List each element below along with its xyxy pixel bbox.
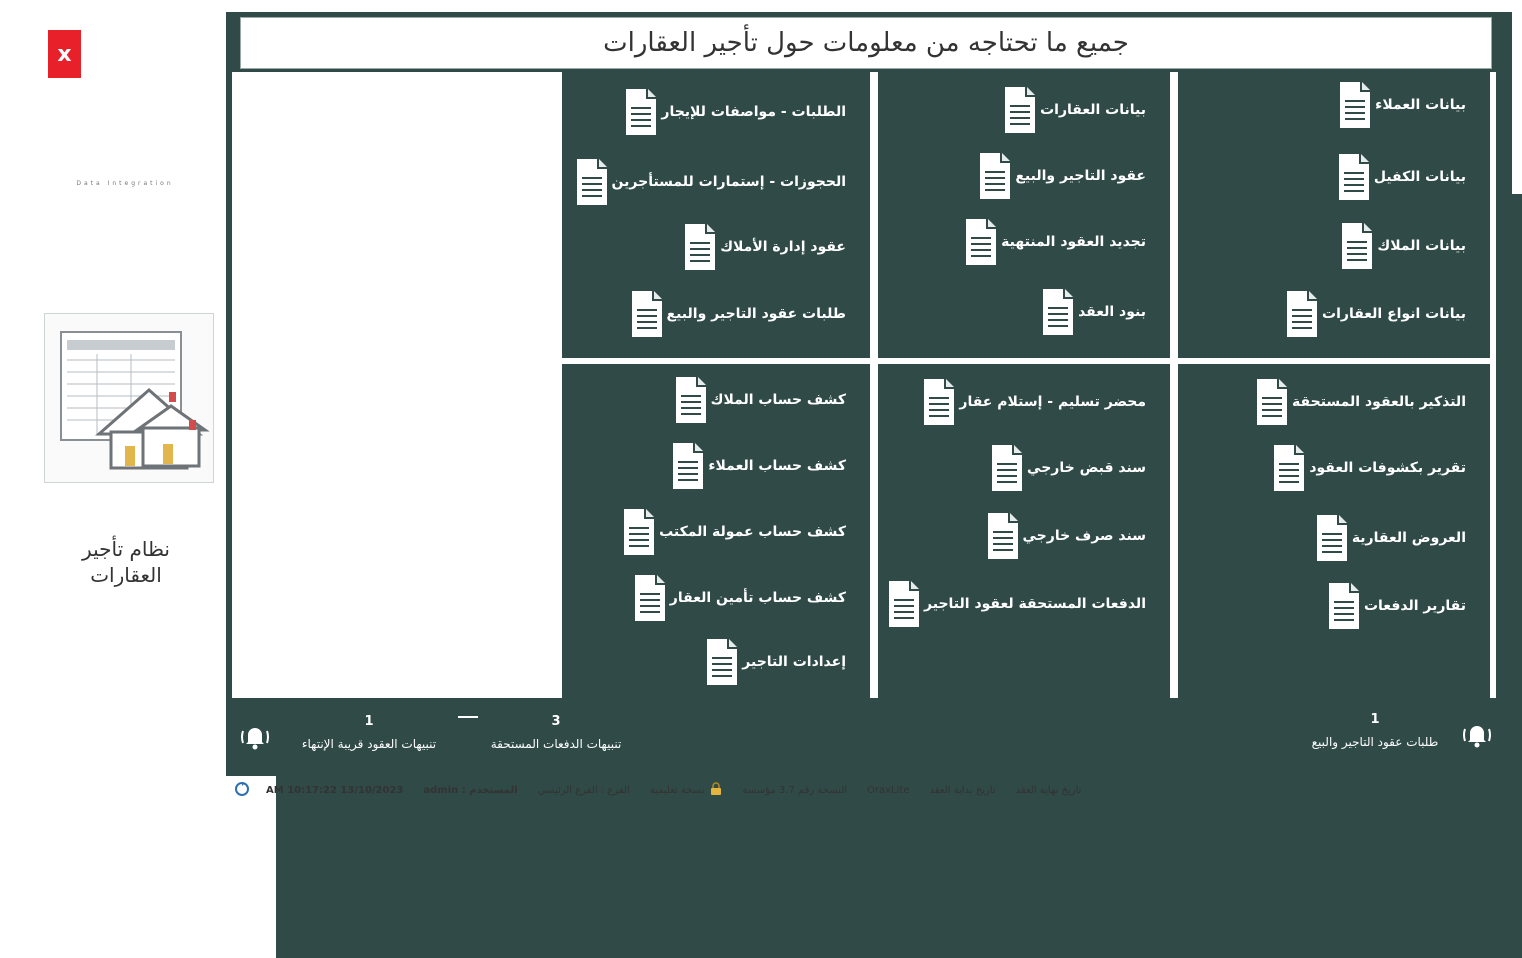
status-edition: نسخة تعليمية (649, 784, 705, 796)
panel-top-mid (878, 72, 1170, 358)
menu-item-label: سند قبض خارجي (1027, 460, 1146, 476)
menu-item-reservations[interactable] (572, 152, 862, 212)
menu-item-label: بيانات الملاك (1377, 238, 1466, 254)
status-datetime: 13/10/2023 10:17:22 AM (266, 784, 404, 796)
document-icon (1334, 151, 1374, 203)
panel-top-left (562, 72, 870, 358)
menu-item-offers[interactable] (1312, 508, 1482, 568)
document-icon (1324, 580, 1364, 632)
document-icon (987, 442, 1027, 494)
menu-item-owners[interactable] (1337, 216, 1482, 276)
menu-item-label: العروض العقارية (1351, 530, 1466, 546)
document-icon (1252, 376, 1292, 428)
lock-icon (709, 782, 723, 799)
notification-label: تنبيهات الدفعات المستحقة (490, 737, 622, 751)
menu-item-commission-statement[interactable] (619, 502, 862, 562)
document-icon (1282, 288, 1322, 340)
menu-item-contract-terms[interactable] (1038, 282, 1162, 342)
document-icon (1335, 79, 1375, 131)
menu-item-label: بيانات انواع العقارات (1322, 306, 1466, 322)
main-panel (226, 12, 1512, 776)
menu-item-label: بيانات الكفيل (1373, 169, 1466, 185)
menu-item-clients-statement[interactable] (668, 436, 862, 496)
app-title: نظام تأجير العقارات (82, 537, 170, 587)
menu-item-requests[interactable] (621, 82, 862, 142)
document-icon (919, 376, 959, 428)
menu-item-due-reminder[interactable] (1252, 372, 1482, 432)
menu-item-payment-reports[interactable] (1324, 576, 1482, 636)
panel-bottom-right (1178, 364, 1490, 698)
document-icon (1038, 286, 1078, 338)
document-icon (961, 216, 1001, 268)
notification-count: 3 (551, 714, 561, 729)
document-icon (1337, 220, 1377, 272)
notification-label: طلبات عقود التاجير والبيع (1311, 735, 1439, 749)
menu-item-contract-report[interactable] (1269, 438, 1482, 498)
panel-top-right (1178, 72, 1490, 358)
status-version: النسخة رقم 3.7 مؤسسة (742, 784, 848, 796)
menu-item-properties[interactable] (1000, 80, 1162, 140)
menu-item-label: كشف حساب عمولة المكتب (659, 524, 846, 540)
menu-item-label: كشف حساب الملاك (710, 392, 846, 408)
menu-item-label: بيانات العملاء (1375, 97, 1466, 113)
menu-item-contract-requests[interactable] (627, 284, 862, 344)
menu-item-label: بيانات العقارات (1040, 102, 1146, 118)
menu-item-property-types[interactable] (1282, 284, 1482, 344)
notification-due-payments[interactable] (476, 714, 636, 751)
menu-item-label: كشف حساب تأمين العقار (669, 590, 846, 606)
menu-item-label: عقود إدارة الأملاك (720, 239, 846, 255)
notification-contract-requests[interactable] (1290, 712, 1460, 749)
status-user: المستخدم : admin (423, 784, 518, 796)
notification-expiring-contracts[interactable] (284, 714, 454, 751)
menu-item-label: الدفعات المستحقة لعقود التاجير (924, 596, 1146, 612)
document-icon (1312, 512, 1352, 564)
divider (458, 716, 478, 718)
document-icon (975, 150, 1015, 202)
menu-item-label: تجديد العقود المنتهية (1001, 234, 1146, 250)
menu-item-label: محضر تسليم - إستلام عقار (959, 394, 1146, 410)
menu-item-insurance-statement[interactable] (630, 568, 862, 628)
menu-item-label: الطلبات - مواصفات للإيجار (661, 104, 846, 120)
menu-item-due-payments[interactable] (884, 574, 1162, 634)
status-product: OraxLite (867, 784, 910, 796)
document-icon (627, 288, 667, 340)
menu-item-handover[interactable] (919, 372, 1162, 432)
menu-item-payment-voucher[interactable] (983, 506, 1162, 566)
document-icon (619, 506, 659, 558)
menu-item-guarantor[interactable] (1334, 147, 1482, 207)
menu-item-label: كشف حساب العملاء (708, 458, 846, 474)
document-icon (572, 156, 612, 208)
bell-icon[interactable] (1462, 720, 1492, 750)
menu-item-property-management[interactable] (680, 217, 862, 277)
menu-item-rent-settings[interactable] (702, 632, 862, 692)
menu-item-label: طلبات عقود التاجير والبيع (666, 306, 846, 322)
document-icon (668, 440, 708, 492)
notification-bar (226, 700, 1512, 772)
logo-tagline: Data Integration (76, 180, 174, 187)
document-icon (630, 572, 670, 624)
menu-item-owners-statement[interactable] (671, 370, 862, 430)
document-icon (702, 636, 742, 688)
menu-item-label: إعدادات التاجير (742, 654, 846, 670)
sidebar (0, 0, 228, 809)
menu-item-clients[interactable] (1335, 75, 1482, 135)
document-icon (680, 221, 720, 273)
notification-count: 1 (1370, 712, 1380, 727)
close-button[interactable] (48, 30, 81, 78)
menu-item-renew-contracts[interactable] (961, 212, 1162, 272)
menu-item-label: تقارير الدفعات (1363, 598, 1466, 614)
refresh-icon[interactable] (234, 781, 250, 800)
menu-item-label: بنود العقد (1078, 304, 1146, 320)
menu-item-receipt-voucher[interactable] (987, 438, 1162, 498)
menu-item-label: تقرير بكشوفات العقود (1309, 460, 1466, 476)
panel-bottom-left (562, 364, 870, 698)
notification-count: 1 (364, 714, 374, 729)
menu-item-label: التذكير بالعقود المستحقة (1292, 394, 1466, 410)
bell-icon[interactable] (240, 722, 270, 752)
page-title: جميع ما تحتاجه من معلومات حول تأجير العقارات (240, 17, 1492, 69)
document-icon (1269, 442, 1309, 494)
document-icon (983, 510, 1023, 562)
status-contract-end: تاريخ نهاية العقد (1015, 784, 1082, 796)
status-branch: الفرع : الفرع الرئيسي (537, 784, 630, 796)
app-image (44, 313, 214, 483)
status-bar (226, 778, 1512, 802)
document-icon (884, 578, 924, 630)
panel-bottom-mid (878, 364, 1170, 698)
menu-item-rent-sale-contracts[interactable] (975, 146, 1162, 206)
menu-item-label: الحجوزات - إستمارات للمستأجرين (611, 174, 846, 190)
brand-logo (50, 182, 200, 187)
document-icon (671, 374, 711, 426)
notification-label: تنبيهات العقود قريبة الإنتهاء (301, 737, 437, 751)
menu-item-label: عقود التاجير والبيع (1015, 168, 1146, 184)
document-icon (1000, 84, 1040, 136)
status-contract-start: تاريخ بداية العقد (929, 784, 996, 796)
close-icon: x (57, 41, 72, 67)
menu-item-label: سند صرف خارجي (1022, 528, 1146, 544)
document-icon (621, 86, 661, 138)
menu-grid (232, 72, 1496, 698)
